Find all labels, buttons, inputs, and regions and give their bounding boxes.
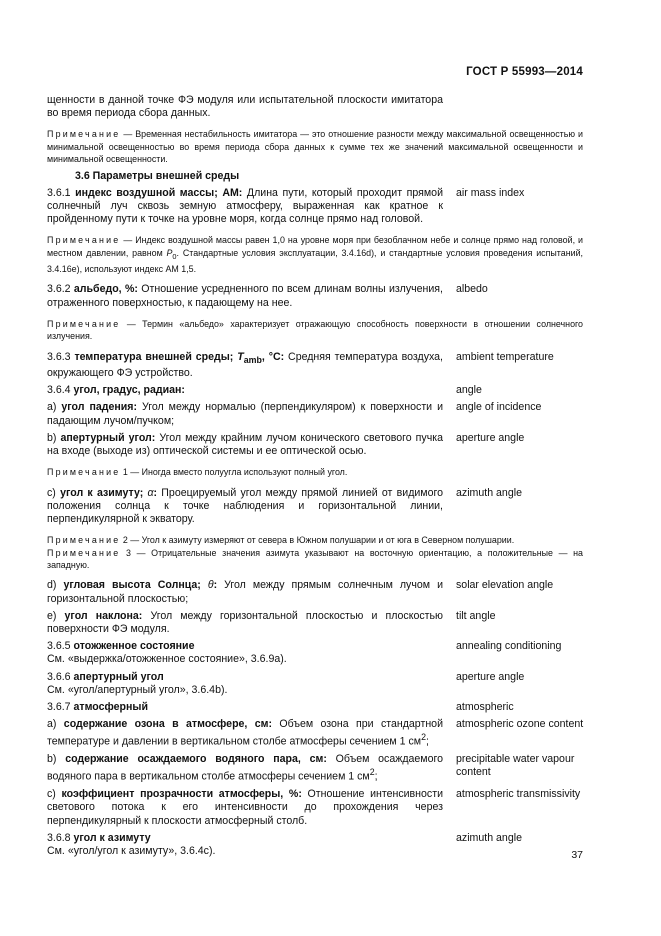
term-en: albedo [456, 283, 488, 296]
note-3-6-2: Примечание — Термин «альбедо» характеризует отражающую способность поверхности в отношении солнечного излучения. [47, 318, 583, 342]
term-en: azimuth angle [456, 486, 522, 499]
term-3-6-4-a: a) угол падения: Угол между нормалью (перпендикуляром) к поверхности и падающим лучом/пучком; angle of incidence [47, 401, 542, 427]
intro-paragraph: щенности в данной точке ФЭ модуля или испытательной плоскости имитатора во время периода сбора данных. [47, 94, 443, 120]
term-3-6-2: 3.6.2 альбедо, %: Отношение усредненного по всем длинам волны излучения, отраженного поверхностью, к падающему на нее. albedo [47, 283, 488, 309]
term-3-6-7-c: c) коэффициент прозрачности атмосферы, %: Отношение интенсивности светового потока к его интенсивности до прохождения через перпендикулярный к плоскости атмосферный столб. atmospheric transmissivity [47, 788, 581, 827]
term-3-6-4-e: e) угол наклона: Угол между горизонтальной плоскостью и плоскостью поверхности ФЭ модуля. tilt angle [47, 609, 496, 636]
term-en: atmospheric ozone content [456, 718, 584, 731]
page-number: 37 [571, 849, 583, 861]
term-3-6-4-c: c) угол к азимуту; α: Проецируемый угол между прямой линией от видимого положения солнца к точке наблюдения и горизонтальной линии, перпендикулярной к экватору. azimuth angle [47, 486, 522, 525]
page-content [47, 94, 587, 858]
term-en: aperture angle [456, 670, 525, 683]
term-en: precipitable water vapour content [456, 753, 575, 779]
term-en: air mass index [456, 186, 525, 199]
note-3-6-4-3: Примечание 3 — Отрицательные значения азимута указывают на восточную ориентацию, а положительные — на западную. [47, 547, 583, 571]
term-en: annealing conditioning [456, 640, 562, 653]
term-3-6-6: 3.6.6 апертурный угол См. «угол/апертурный угол», 3.6.4b). aperture angle [47, 670, 525, 696]
term-3-6-5: 3.6.5 отожженное состояние См. «выдержка/отожженное состояние», 3.6.9а). annealing conditioning [47, 640, 562, 666]
term-3-6-7-b: b) содержание осаждаемого водяного пара, см: Объем осаждаемого водяного пара в вертикальном столбе атмосферы сечением 1 $см^2$; precipitable water vapour content [47, 753, 587, 784]
term-en: solar elevation angle [456, 579, 554, 592]
term-en: ambient temperature [456, 350, 554, 363]
term-en: aperture angle [456, 431, 525, 444]
term-3-6-4: 3.6.4 угол, градус, радиан: angle [47, 384, 482, 397]
note-3-6-1: Примечание — Индекс воздушной массы равен 1,0 на уровне моря при безоблачном небе и солнце прямо над головой, и местном давлении, равном $P_0$. Стандартные условия эксплуатации, 3.4.16d), и стандартные условия проведения испытаний, 3.4.16е), используют индекс АМ 1,5. [47, 235, 583, 275]
section-title: 3.6 Параметры внешней среды [75, 169, 240, 182]
term-3-6-7: 3.6.7 атмосферный atmospheric [47, 701, 514, 714]
note-3-6-4-1: Примечание 1 — Иногда вместо полуугла используют полный угол. [47, 467, 348, 478]
term-en: atmospheric [456, 701, 514, 714]
note-3-6-4-2: Примечание 2 — Угол к азимуту измеряют от севера в Южном полушарии и от юга в Северном полушарии. [47, 535, 515, 546]
term-3-6-1: 3.6.1 индекс воздушной массы; АМ: Длина пути, который проходит прямой солнечный луч сквозь земную атмосферу, выраженная как кратное к пройденному пути к точке на уровне моря, когда солнце прямо над головой. air mass index [47, 186, 525, 226]
term-en: angle of incidence [456, 401, 542, 414]
term-3-6-3: 3.6.3 температура внешней среды; $T_{amb}$, °С: Средняя температура воздуха, окружающего ФЭ устройство. ambient temperature [47, 350, 554, 379]
note-intro: Примечание — Временная нестабильность имитатора — это отношение разности между максимальной освещенностью и минимальной освещенностью во время периода сбора данных к сумме тех же значений максимальной освещенности и минимальной освещенности. [47, 129, 583, 165]
term-en: azimuth angle [456, 831, 522, 844]
term-3-6-8: 3.6.8 угол к азимуту См. «угол/угол к азимуту», 3.6.4с). azimuth angle [47, 831, 522, 857]
term-3-6-7-a: a) содержание озона в атмосфере, см: Объем озона при стандартной температуре и давлении в вертикальном столбе атмосферы сечением 1 $см^2$; atmospheric ozone content [47, 718, 584, 748]
term-en: angle [456, 384, 482, 397]
term-3-6-4-d: d) угловая высота Солнца; θ: Угол между прямым солнечным лучом и горизонтальной плоскостью; solar elevation angle [47, 579, 554, 605]
term-en: tilt angle [456, 609, 496, 622]
term-3-6-4-b: b) апертурный угол: Угол между крайним лучом конического светового пучка на входе (выходе из) оптической системы и ее оптической осью. aperture angle [47, 431, 525, 457]
document-header: ГОСТ Р 55993—2014 [466, 66, 583, 78]
term-en: atmospheric transmissivity [456, 788, 581, 801]
